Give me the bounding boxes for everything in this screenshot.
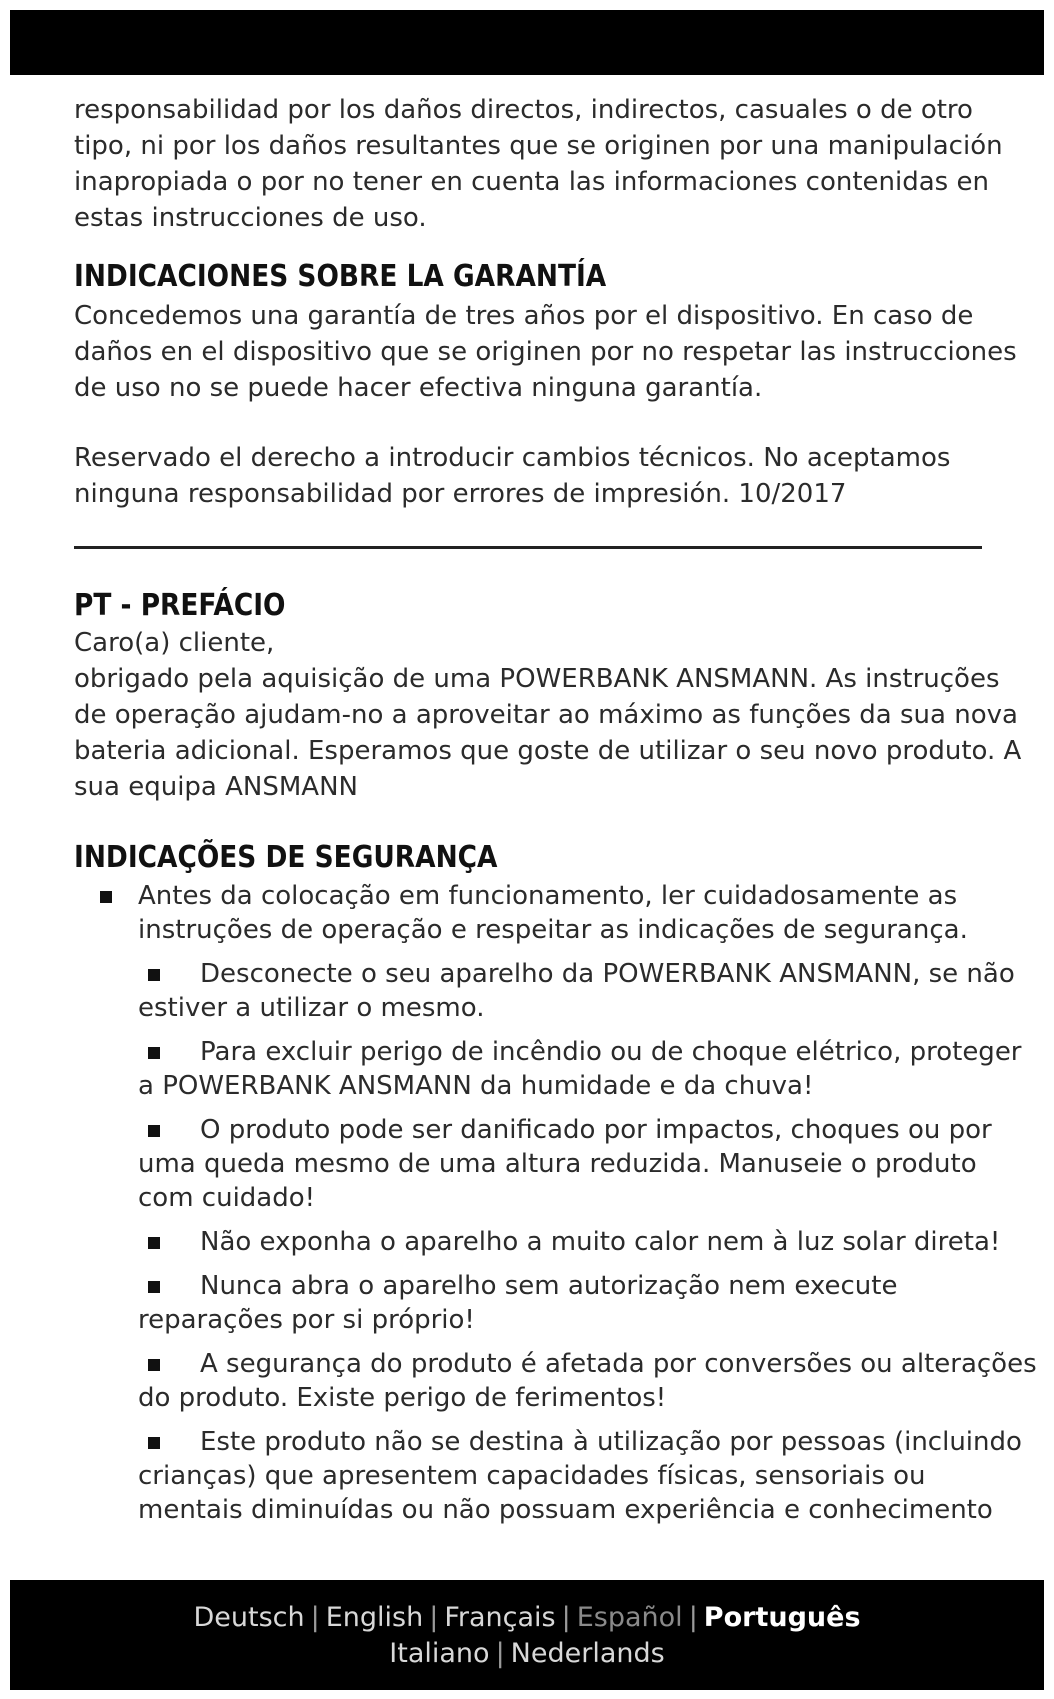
language-link-portugues[interactable]: Português (703, 1602, 861, 1633)
language-separator: | (688, 1602, 698, 1633)
safety-item: Antes da colocação em funcionamento, ler cuidadosamente as instruções de operação e respeitar as indicações de segurança. (138, 879, 1038, 947)
language-link-francais[interactable]: Français (444, 1602, 556, 1633)
square-bullet-icon (148, 1125, 160, 1137)
language-separator: | (495, 1638, 505, 1669)
square-bullet-icon (148, 969, 160, 981)
language-link-espanol[interactable]: Español (576, 1602, 683, 1633)
section-divider (74, 546, 982, 549)
preface-heading: PT - PREFÁCIO (74, 588, 286, 623)
safety-item: Não exponha o aparelho a muito calor nem à luz solar direta! (138, 1225, 1038, 1259)
top-header-bar (10, 10, 1044, 75)
language-row (10, 1600, 1044, 1636)
warranty-heading: INDICACIONES SOBRE LA GARANTÍA (74, 259, 607, 294)
language-link-deutsch[interactable]: Deutsch (193, 1602, 305, 1633)
intro-paragraph: responsabilidad por los daños directos, indirectos, casuales o de otro tipo, ni por los daños resultantes que se originen por una manipulación inapropiada o por no tener en cuenta las informaciones contenidas en estas instrucciones de uso. (74, 95, 1003, 233)
language-row (10, 1636, 1044, 1672)
safety-item: Desconecte o seu aparelho da POWERBANK ANSMANN, se não estiver a utilizar o mesmo. (138, 959, 1015, 1023)
safety-item: A segurança do produto é afetada por conversões ou alterações do produto. Existe perigo de ferimentos! (138, 1349, 1037, 1413)
warranty-text: Concedemos una garantía de tres años por el dispositivo. En caso de daños en el dispositivo que se originen por no respetar las instrucciones de uso no se puede hacer efectiva ninguna garantía. (74, 301, 1017, 403)
square-bullet-icon (148, 1281, 160, 1293)
square-bullet-icon (148, 1237, 160, 1249)
square-bullet-icon (100, 891, 112, 903)
safety-heading: INDICAÇÕES DE SEGURANÇA (74, 840, 498, 875)
reserved-rights-text: Reservado el derecho a introducir cambios técnicos. No aceptamos ninguna responsabilidad por errores de impresión. 10/2017 (74, 443, 951, 509)
language-separator: | (310, 1602, 320, 1633)
document-body (74, 92, 1037, 1537)
preface-greeting: Caro(a) cliente, (74, 628, 275, 658)
square-bullet-icon (148, 1359, 160, 1371)
preface-text: obrigado pela aquisição de uma POWERBANK ANSMANN. As instruções de operação ajudam-no a aproveitar ao máximo as funções da sua nova bateria adicional. Esperamos que goste de utilizar o seu novo produto. A sua equipa ANSMANN (74, 664, 1022, 802)
safety-list (74, 879, 1037, 1527)
language-link-italiano[interactable]: Italiano (389, 1638, 490, 1669)
language-link-nederlands[interactable]: Nederlands (510, 1638, 665, 1669)
safety-item: Este produto não se destina à utilização por pessoas (incluindo crianças) que apresentem capacidades físicas, sensoriais ou mentais diminuídas ou não possuam experiência e conhecimento (138, 1427, 1022, 1525)
language-footer (10, 1580, 1044, 1690)
square-bullet-icon (148, 1437, 160, 1449)
language-link-english[interactable]: English (325, 1602, 424, 1633)
square-bullet-icon (148, 1047, 160, 1059)
safety-item: Nunca abra o aparelho sem autorização nem execute reparações por si próprio! (138, 1271, 898, 1335)
language-separator: | (429, 1602, 439, 1633)
safety-item: O produto pode ser danificado por impactos, choques ou por uma queda mesmo de uma altura reduzida. Manuseie o produto com cuidado! (138, 1115, 992, 1213)
safety-item: Para excluir perigo de incêndio ou de choque elétrico, proteger a POWERBANK ANSMANN da humidade e da chuva! (138, 1037, 1022, 1101)
language-separator: | (561, 1602, 571, 1633)
